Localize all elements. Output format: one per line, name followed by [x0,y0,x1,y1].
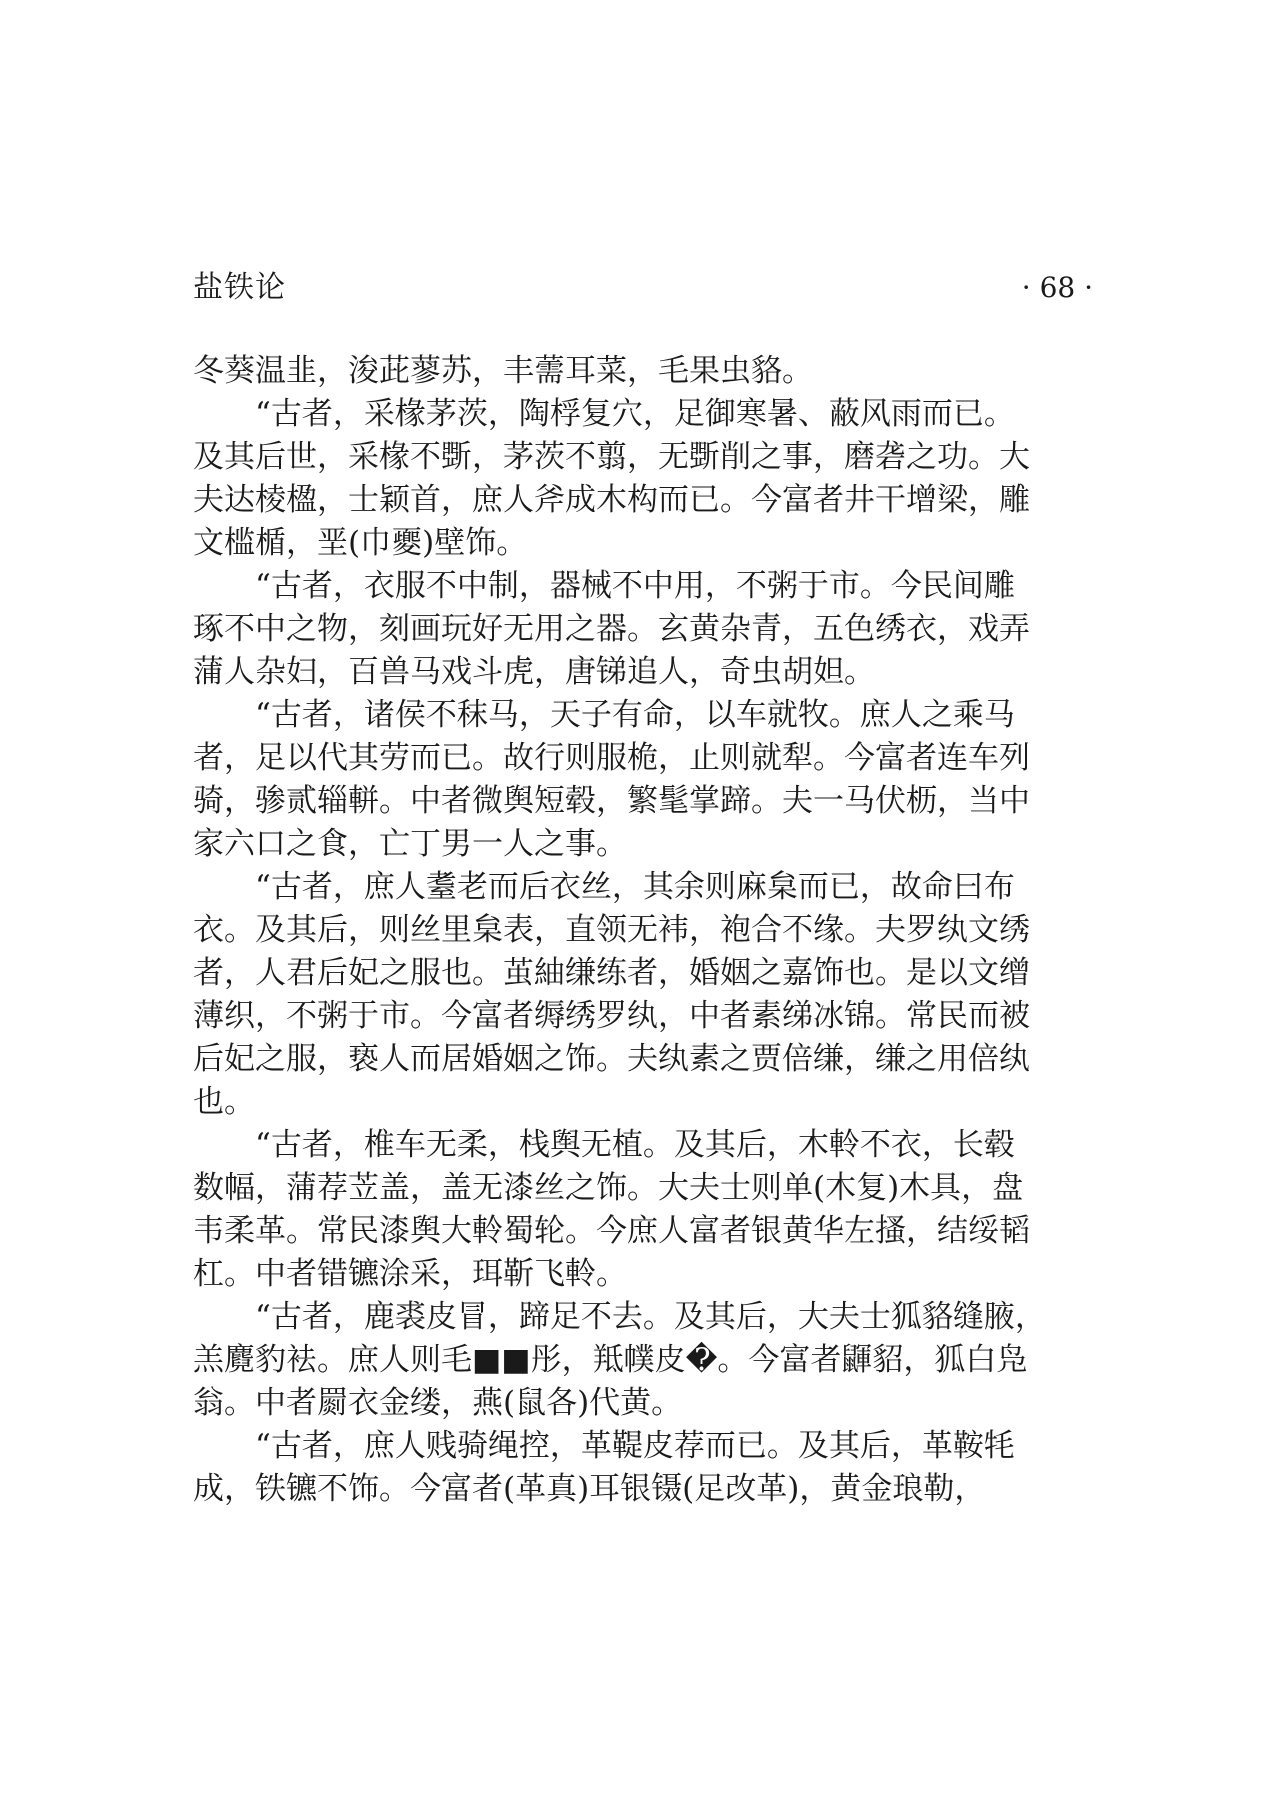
text-line: 杠。中者错镳涂采，珥靳飞軨。 [193,1256,627,1292]
text-line: 蒲人杂妇，百兽马戏斗虎，唐锑追人，奇虫胡妲。 [193,654,875,690]
paragraph-first-line: “古者，采椽茅茨，陶桴复穴，足御寒暑、蔽风雨而已。 [255,396,1015,432]
text-line: 成，铁镳不饰。今富者(革真)耳银镊(足改革)，黄金琅勒， [193,1471,986,1507]
text-line: 薄织，不粥于市。今富者缛绣罗纨，中者素绨冰锦。常民而被 [193,998,1030,1034]
text-line: 者，人君后妃之服也。茧紬缣练者，婚姻之嘉饰也。是以文缯 [193,955,1030,991]
text-line: 后妃之服，亵人而居婚姻之饰。夫纨素之贾倍缣，缣之用倍纨 [193,1041,1030,1077]
text-line: 数幅，蒲荐苙盖，盖无漆丝之饰。大夫士则单(木复)木具，盘 [193,1170,1024,1206]
text-line: 文槛楯，垩(巾夒)壁饰。 [193,525,528,561]
book-title: 盐铁论 [193,270,286,305]
text-line: 翁。中者罽衣金缕，燕(鼠各)代黄。 [193,1385,683,1421]
running-header [193,266,1093,310]
text-line: 骑，骖贰辎軿。中者微舆短毂，繁髦掌蹄。夫一马伏枥，当中 [193,783,1030,819]
text-line: 及其后世，采椽不斲，茅茨不翦，无斲削之事，磨砻之功。大 [193,439,1030,475]
paragraph-first-line: “古者，诸侯不秣马，天子有命，以车就牧。庶人之乘马 [255,697,1015,733]
body-text [193,350,1093,1511]
paragraph-first-line: “古者，椎车无柔，栈舆无植。及其后，木軨不衣，长毂 [255,1127,1015,1163]
page-number: · 68 · [1021,271,1093,304]
text-line: 衣。及其后，则丝里枲表，直领无袆，袍合不缘。夫罗纨文绣 [193,912,1030,948]
text-line: 家六口之食，亡丁男一人之事。 [193,826,627,862]
paragraph-first-line: “古者，庶人贱骑绳控，革鞮皮荐而已。及其后，革鞍牦 [255,1428,1015,1464]
text-line: 韦柔革。常民漆舆大軨蜀轮。今庶人富者银黄华左搔，结绥韬 [193,1213,1030,1249]
paragraph-first-line: “古者，鹿裘皮冒，蹄足不去。及其后，大夫士狐貉缝腋， [255,1299,1046,1335]
text-line: 琢不中之物，刻画玩好无用之器。玄黄杂青，五色绣衣，戏弄 [193,611,1030,647]
text-line: 羔麑豹袪。庶人则毛■■彤，羝幞皮�。今富者鼲貂，狐白凫 [193,1342,1028,1378]
paragraph-first-line: “古者，庶人耋老而后衣丝，其余则麻枲而已，故命曰布 [255,869,1015,905]
text-line: 者，足以代其劳而已。故行则服桅，止则就犁。今富者连车列 [193,740,1030,776]
text-line: 夫达棱楹，士颖首，庶人斧成木构而已。今富者井干增梁，雕 [193,482,1030,518]
text-line: 冬葵温韭，浚茈蓼苏，丰薷耳菜，毛果虫貉。 [193,353,813,389]
text-line: 也。 [193,1084,255,1120]
paragraph-first-line: “古者，衣服不中制，器械不中用，不粥于市。今民间雕 [255,568,1015,604]
